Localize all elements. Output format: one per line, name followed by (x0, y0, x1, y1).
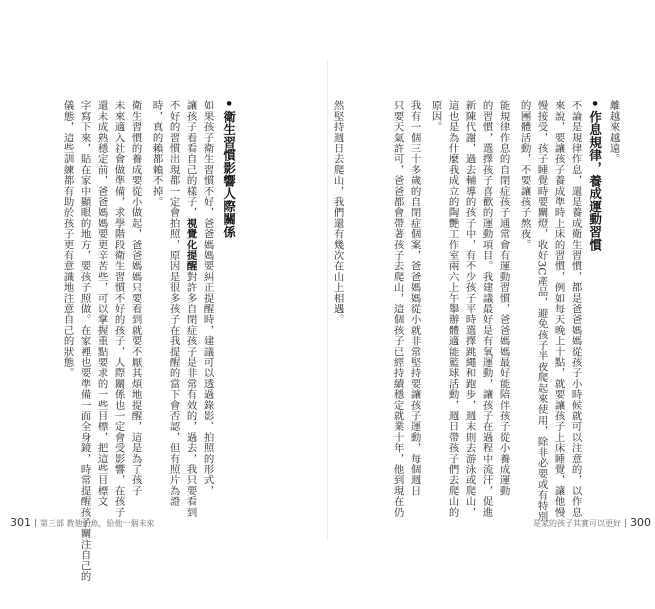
section-heading: ● 作息規律，養成運動習慣 (587, 100, 602, 251)
paragraph-line: 字寫下來，貼在家中顯眼的地方，要孩子照做。在家裡也要準備一面全身鏡，時常提醒孩子關注自己的 (78, 100, 91, 582)
paragraph-line: 衛生習慣的養成要從小做起，爸爸媽媽只要看到就要不厭其煩地提醒，這是為了孩子 (129, 100, 142, 496)
right-page (328, 0, 655, 609)
running-title: 是家的孩子其實可以更好 (533, 519, 621, 528)
paragraph-line: 如果孩子衛生習慣不好，爸爸媽媽要糾正提醒時，建議可以透過錄影、拍照的形式， (201, 100, 214, 496)
paragraph-line: 離越來越遠。 (607, 100, 620, 165)
running-title: 教他釣魚，給他一個未來 (66, 519, 155, 528)
paragraph-line: 還未成熟穩定前，爸爸媽媽要更辛苦些，可以掌握重點要求的一些目標，把這些目標文 (95, 100, 108, 507)
left-page (0, 0, 327, 609)
paragraph-line: 不論是規律作息，還是養成衛生習慣，都是爸爸媽媽從孩子小時候就可以注意的，以作息 (569, 100, 582, 518)
paragraph-line: 時，真的賴都賴不掉。 (150, 100, 163, 207)
paragraph-line: 新陳代謝，過去輔導的孩子中，有不少孩子平時選擇跳繩和跑步，週末則去游泳或爬山， (463, 100, 476, 518)
paragraph-line: 的團體活動，不要讓孩子熬夜。 (518, 100, 531, 250)
paragraph-line: 能規律作息的自閉症孩子通常會有運動習慣，爸爸媽媽最好能陪伴孩子從小養成運動 (497, 100, 510, 496)
footer-divider (625, 519, 626, 527)
paragraph-line: 慢接受，孩子睡覺時要關燈，收好3C產品，避免孩子半夜爬起來使用，除非必要或有特別 (535, 100, 548, 522)
paragraph-line: 不好的習慣出現都一定會拍照，原因是很多孩子在我提醒的當下會否認，但有照片為證 (167, 100, 180, 507)
paragraph-line: 只要天氣許可，爸爸都會帶著孩子去爬山，這個孩子已經持續穩定就業十年，他到現在仍 (391, 100, 404, 518)
paragraph-line: 來說，要讓孩子養成準時上床的習慣，例如每天晚上十點，就要讓孩子上床睡覺，讓他慢 (552, 100, 565, 518)
gutter (327, 60, 328, 540)
page-footer (10, 516, 155, 529)
text-run: 讓孩子看看自己的樣子，視覺化提醒對許多自閉症孩子是非常有效的，過去，我只要看到 (184, 100, 197, 518)
paragraph-line (183, 100, 198, 517)
paragraph-line: 未來適入社會做準備，求學階段衛生習慣不好的孩子，人際關係也一定會受影響，在孩子 (112, 100, 125, 518)
footer-divider (35, 519, 36, 527)
paragraph-line: 我有一個三十多歲的自閉症個案，爸爸媽媽從小就非常堅持要讓孩子運動，每個週日 (408, 100, 421, 496)
paragraph-line: 的習慣，選擇孩子喜歡的運動項目。我建議最好是有氧運動，讓孩子在過程中流汗，促進 (480, 100, 493, 518)
page-number: 301 (10, 516, 31, 529)
paragraph-line: 然堅持週日去爬山，我們還有幾次在山上相遇。 (331, 100, 344, 325)
paragraph-line: 原因。 (429, 100, 442, 133)
emphasis-text: 視覺化提醒 (184, 217, 197, 272)
part-label: 第三部 (40, 519, 64, 528)
page-number: 300 (630, 516, 651, 529)
paragraph-line: 儀態，這些訓練都有助於孩子更有意識地注意自己的狀態。 (61, 100, 74, 379)
paragraph-line: 這也是為什麼我成立的陶艷工作室兩六上午舉辦體適能籃球活動，週日帶孩子們去爬山的 (446, 100, 459, 518)
page-footer (533, 516, 651, 529)
section-heading: ● 衛生習慣影響人際關係 (221, 100, 236, 238)
